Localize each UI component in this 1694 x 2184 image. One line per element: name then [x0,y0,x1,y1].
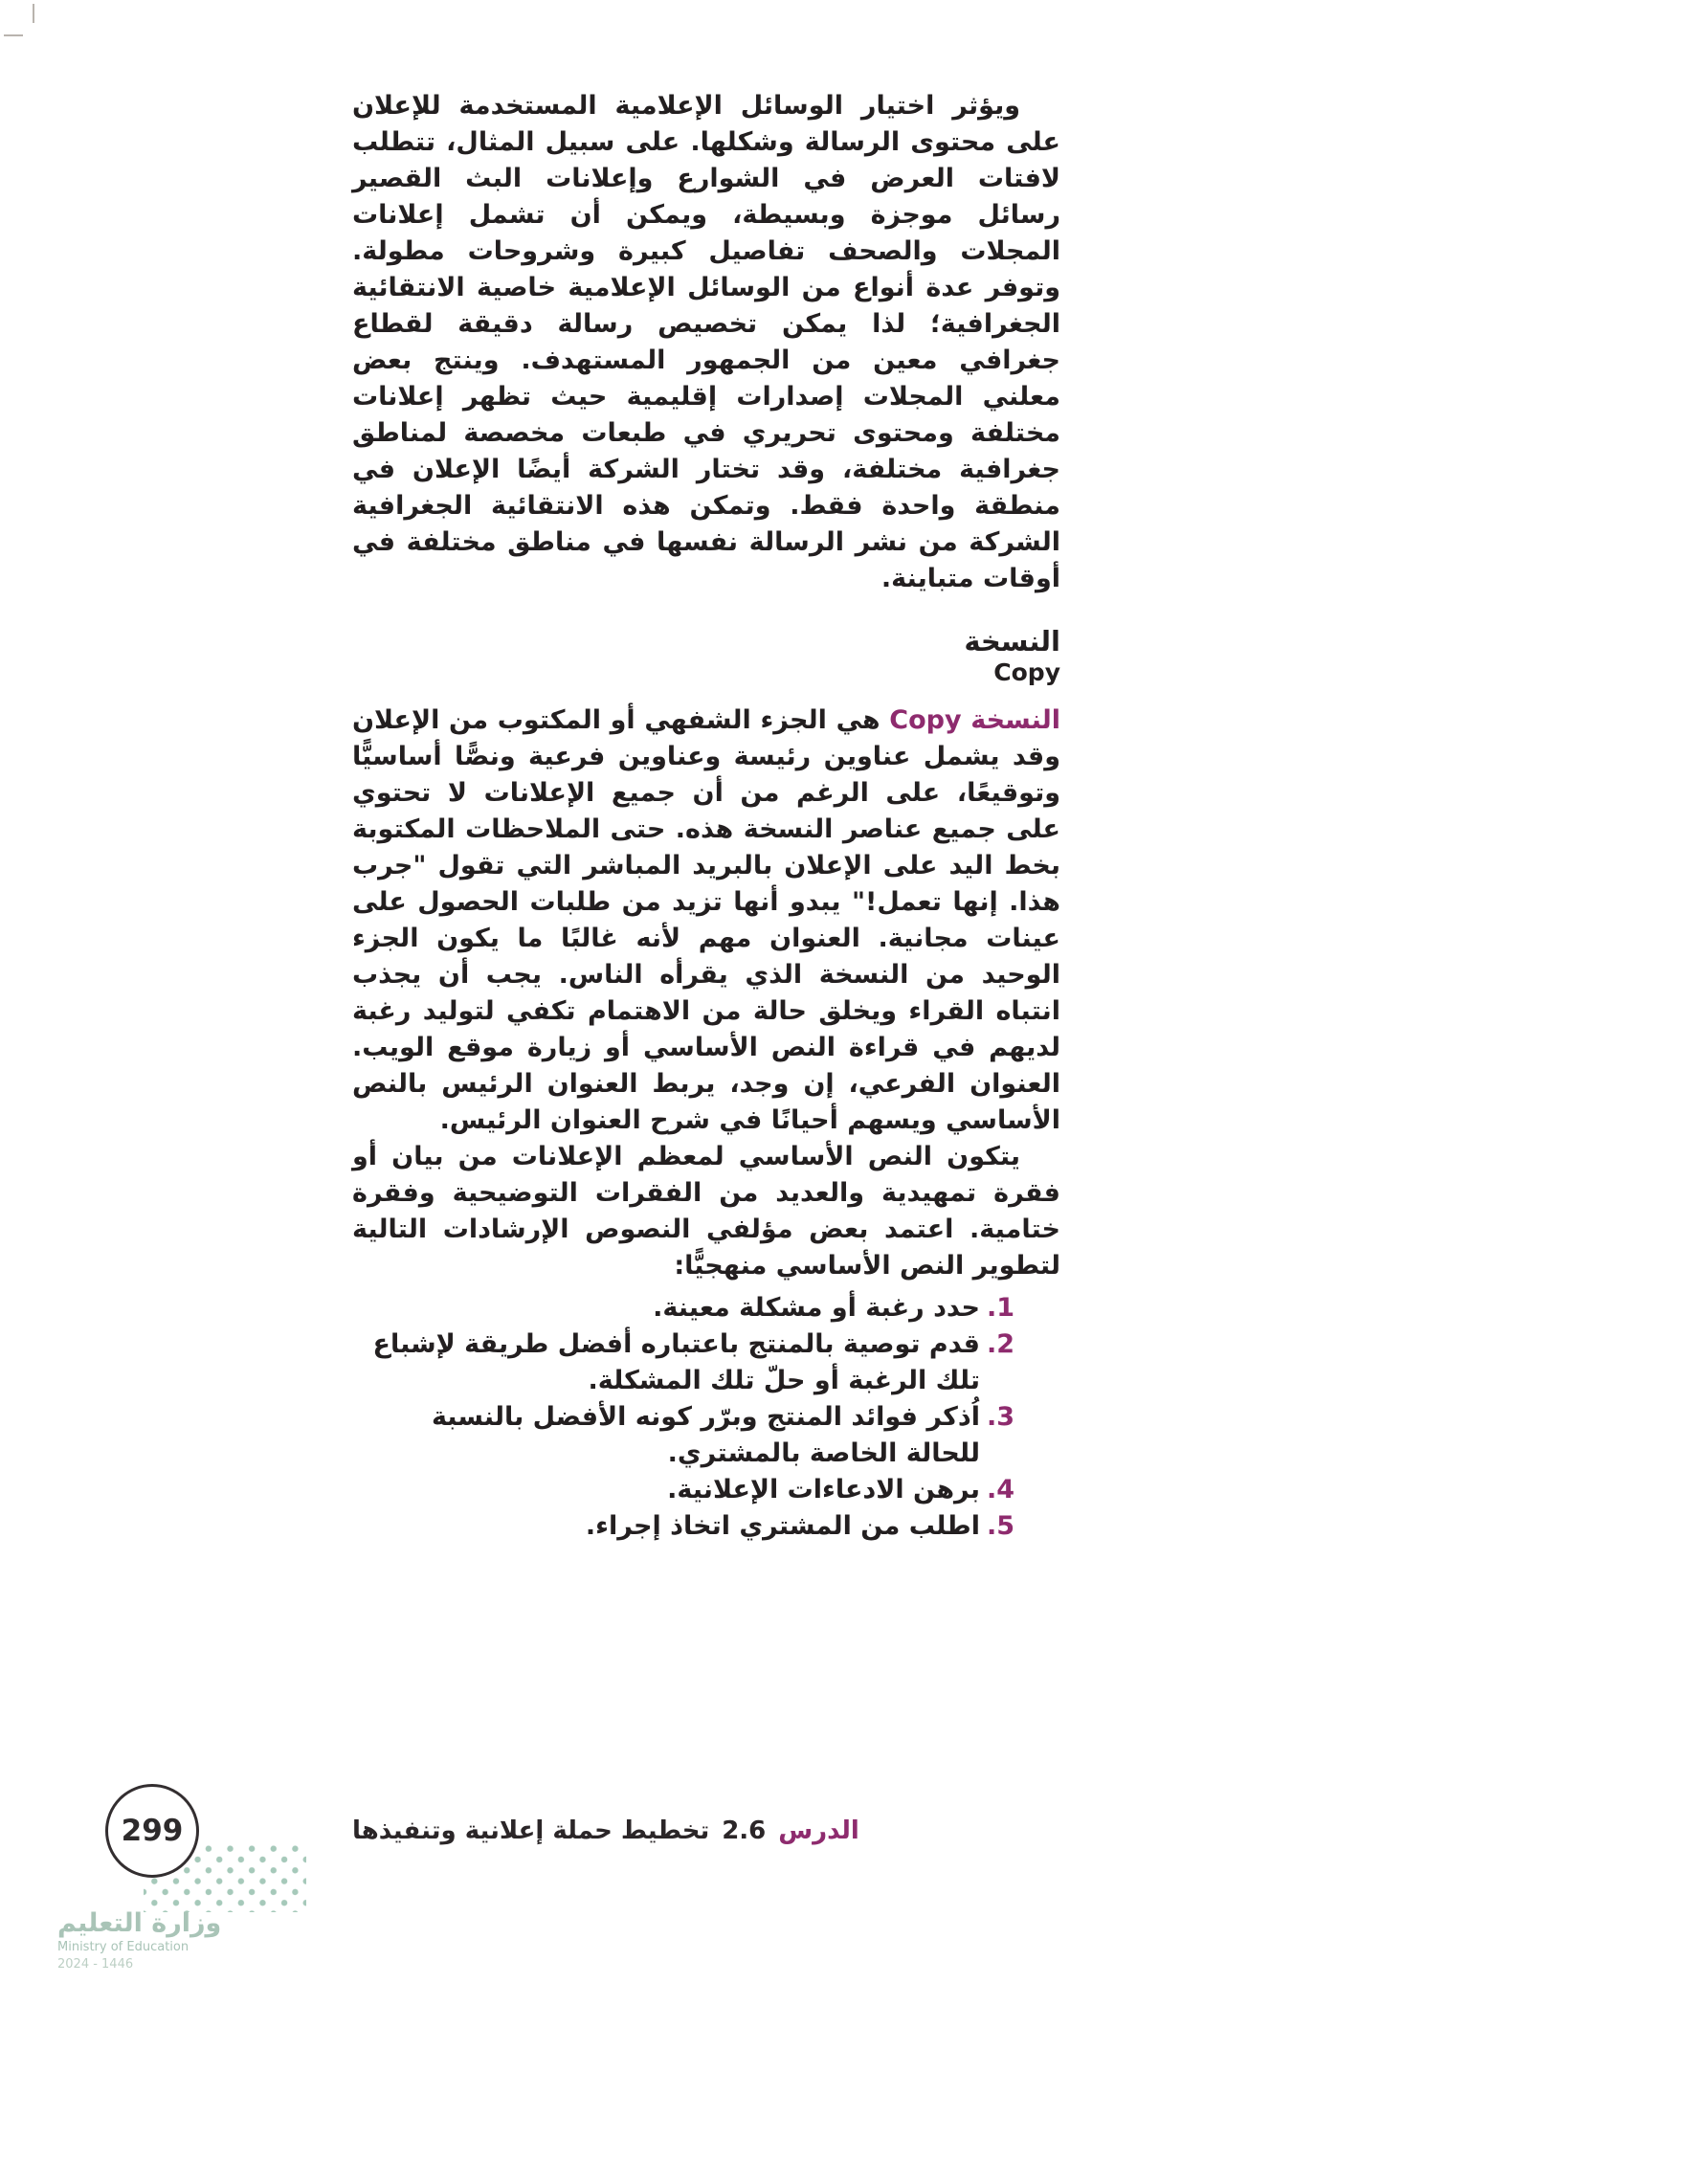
lesson-title: تخطيط حملة إعلانية وتنفيذها [352,1816,710,1845]
list-item-text: حدد رغبة أو مشكلة معينة. [653,1293,980,1323]
copy-definition-text: هي الجزء الشفهي أو المكتوب من الإعلان وقد يشمل عناوين رئيسة وعناوين فرعية ونصًّا أساسيًّا وتوقيعًا، على الرغم من أن جميع الإعلانات لا تحتوي على جميع عناصر النسخة هذه. حتى الملاحظات المكتوبة بخط اليد على الإعلان بالبريد المباشر التي تقول "جرب هذا. إنها تعمل!" يبدو أنها تزيد من طلبات الحصول على عينات مجانية. العنوان مهم لأنه غالبًا ما يكون الجزء الوحيد من النسخة الذي يقرأه الناس. يجب أن يجذب انتباه القراء ويخلق حالة من الاهتمام تكفي لتوليد رغبة لديهم في قراءة النص الأساسي أو زيارة موقع الويب. العنوان الفرعي، إن وجد، يربط العنوان الرئيس بالنص الأساسي ويسهم أحيانًا في شرح العنوان الرئيس. [352,705,1060,1135]
list-item-text: قدم توصية بالمنتج باعتباره أفضل طريقة لإشباع تلك الرغبة أو حلّ تلك المشكلة. [372,1329,980,1395]
copy-term-english: Copy [889,705,962,735]
ministry-name-english: Ministry of Education [57,1940,189,1954]
list-item-number: 3. [986,1402,1014,1432]
list-item [352,1508,1014,1545]
section-heading-arabic: النسخة [964,625,1060,657]
list-item [352,1290,1014,1326]
list-item-text: اُذكر فوائد المنتج وبرّر كونه الأفضل بالنسبة للحالة الخاصة بالمشتري. [431,1402,980,1468]
copy-definition-paragraph [352,702,1060,1139]
copy-term-arabic: النسخة [970,705,1060,735]
list-item [352,1326,1014,1399]
ministry-logo [57,1908,221,1973]
crop-mark-horizontal [4,34,23,36]
list-item-number: 1. [986,1293,1014,1323]
lesson-label: الدرس [778,1816,859,1845]
list-item-number: 4. [986,1475,1014,1504]
ministry-name-arabic: وزارة التعليم [57,1908,222,1938]
section-heading-english: Copy [993,658,1060,686]
crop-mark-vertical [33,4,34,23]
lesson-number: 2.6 [722,1816,767,1845]
body-text-paragraph: يتكون النص الأساسي لمعظم الإعلانات من بيان أو فقرة تمهيدية والعديد من الفقرات التوضيحية وفقرة ختامية. اعتمد بعض مؤلفي النصوص الإرشادات التالية لتطوير النص الأساسي منهجيًّا: [352,1142,1060,1281]
list-item [352,1399,1014,1472]
page-content [352,88,1060,1545]
list-item-text: برهن الادعاءات الإعلانية. [667,1475,980,1504]
list-item [352,1472,1014,1508]
list-item-number: 5. [986,1511,1014,1541]
intro-paragraph: ويؤثر اختيار الوسائل الإعلامية المستخدمة للإعلان على محتوى الرسالة وشكلها. على سبيل المثال، تتطلب لافتات العرض في الشوارع وإعلانات البث القصير رسائل موجزة وبسيطة، ويمكن أن تشمل إعلانات المجلات والصحف تفاصيل كبيرة وشروحات مطولة. وتوفر عدة أنواع من الوسائل الإعلامية خاصية الانتقائية الجغرافية؛ لذا يمكن تخصيص رسالة دقيقة لقطاع جغرافي معين من الجمهور المستهدف. وينتج بعض معلني المجلات إصدارات إقليمية حيث تظهر إعلانات مختلفة ومحتوى تحريري في طبعات مخصصة لمناطق جغرافية مختلفة، وقد تختار الشركة أيضًا الإعلان في منطقة واحدة فقط. وتمكن هذه الانتقائية الجغرافية الشركة من نشر الرسالة نفسها في مناطق مختلفة في أوقات متباينة. [352,91,1060,593]
guidelines-list [352,1290,1060,1545]
list-item-text: اطلب من المشتري اتخاذ إجراء. [585,1511,980,1541]
page-footer [352,1815,859,1847]
list-item-number: 2. [986,1329,1014,1359]
page-number: 299 [121,1814,184,1848]
ministry-edition-years: 2024 - 1446 [57,1957,134,1972]
page-number-badge [105,1784,199,1878]
